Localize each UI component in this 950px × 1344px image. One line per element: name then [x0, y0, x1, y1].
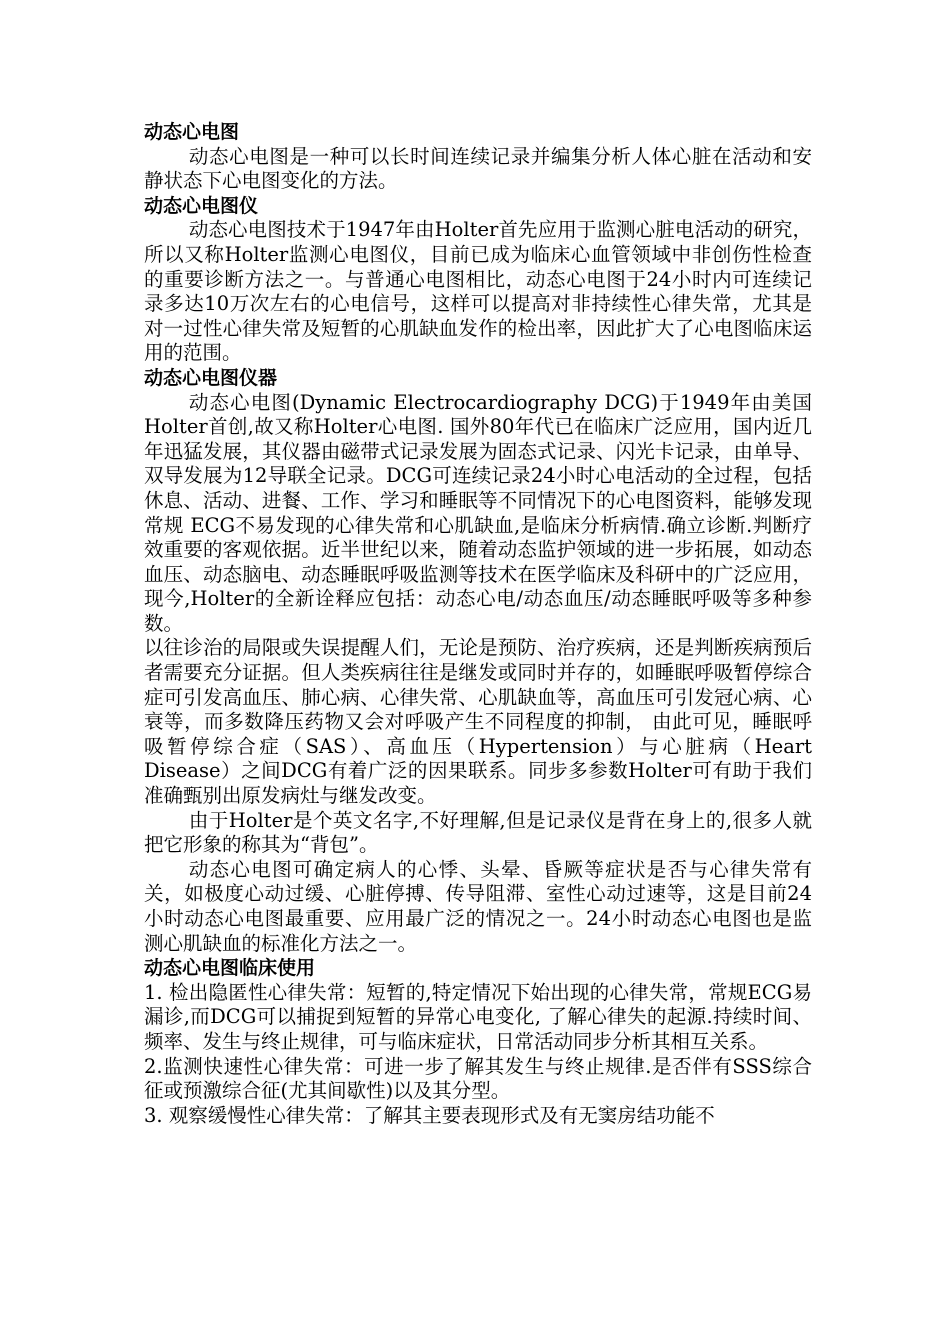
list-item-clinical-use-3: 3. 观察缓慢性心律失常：了解其主要表现形式及有无窦房结功能不	[144, 1103, 715, 1127]
paragraph-dcg-evidence: 以往诊治的局限或失误提醒人们，无论是预防、治疗疾病，还是判断疾病预后者需要充分证据。但人类疾病往往是继发或同时并存的，如睡眠呼吸暂停综合症可引发高血压、肺心病、心律失常、心肌缺血等，高血压可引发冠心病、心衰等，而多数降压药物又会对呼吸产生不同程度的抑制， 由此可见，睡眠呼吸暂停综合症（SAS）、高血压（Hypertension）与心脏病（Heart Disease）之间DCG有着广泛的因果联系。同步多参数Holter可有助于我们准确甄别出原发病灶与继发改变。	[144, 636, 812, 808]
paragraph-dcg-definition: 动态心电图是一种可以长时间连续记录并编集分析人体心脏在活动和安静状态下心电图变化的方法。	[144, 144, 812, 193]
paragraph-dcg-instrument-overview: 动态心电图(Dynamic Electrocardiography DCG)于1949年由美国Holter首创,故又称Holter心电图. 国外80年代已在临床广泛应用，国内近几年迅猛发展，其仪器由磁带式记录发展为固态式记录、闪光卡记录，由单导、双导发展为12导联全记录。DCG可连续记录24小时心电活动的全过程，包括休息、活动、进餐、工作、学习和睡眠等不同情况下的心电图资料，能够发现常规 ECG不易发现的心律失常和心肌缺血,是临床分析病情.确立诊断.判断疗效重要的客观依据。近半世纪以来，随着动态监护领域的进一步拓展，如动态血压、动态脑电、动态睡眠呼吸监测等技术在医学临床及科研中的广泛应用，现今,Holter的全新诠释应包括：动态心电/动态血压/动态睡眠呼吸等多种参数。	[144, 390, 812, 635]
paragraph-dcg-backpack: 由于Holter是个英文名字,不好理解,但是记录仪是背在身上的,很多人就把它形象的称其为“背包”。	[144, 808, 812, 857]
section-heading-dcg-clinical-use: 动态心电图临床使用	[144, 957, 316, 980]
section-heading-dcg-device: 动态心电图仪	[144, 194, 259, 217]
document-page	[144, 120, 812, 1128]
list-item-clinical-use-1: 1. 检出隐匿性心律失常：短暂的,特定情况下始出现的心律失常，常规ECG易漏诊,而DCG可以捕捉到短暂的异常心电变化, 了解心律失的起源.持续时间、频率、发生与终止规律，可与临床症状，日常活动同步分析其相互关系。	[144, 980, 812, 1053]
paragraph-dcg-symptoms: 动态心电图可确定病人的心悸、头晕、昏厥等症状是否与心律失常有关，如极度心动过缓、心脏停搏、传导阻滞、室性心动过速等，这是目前24小时动态心电图最重要、应用最广泛的情况之一。24小时动态心电图也是监测心肌缺血的标准化方法之一。	[144, 857, 812, 955]
section-heading-dcg: 动态心电图	[144, 121, 240, 143]
list-item-clinical-use-2: 2.监测快速性心律失常：可进一步了解其发生与终止规律.是否伴有SSS综合征或预激综合征(尤其间歇性)以及其分型。	[144, 1054, 812, 1103]
paragraph-dcg-device-history: 动态心电图技术于1947年由Holter首先应用于监测心脏电活动的研究，所以又称Holter监测心电图仪，目前已成为临床心血管领域中非创伤性检查的重要诊断方法之一。与普通心电图相比，动态心电图于24小时内可连续记录多达10万次左右的心电信号，这样可以提高对非持续性心律失常，尤其是对一过性心律失常及短暂的心肌缺血发作的检出率，因此扩大了心电图临床运用的范围。	[144, 218, 812, 365]
section-heading-dcg-instrument: 动态心电图仪器	[144, 366, 278, 389]
